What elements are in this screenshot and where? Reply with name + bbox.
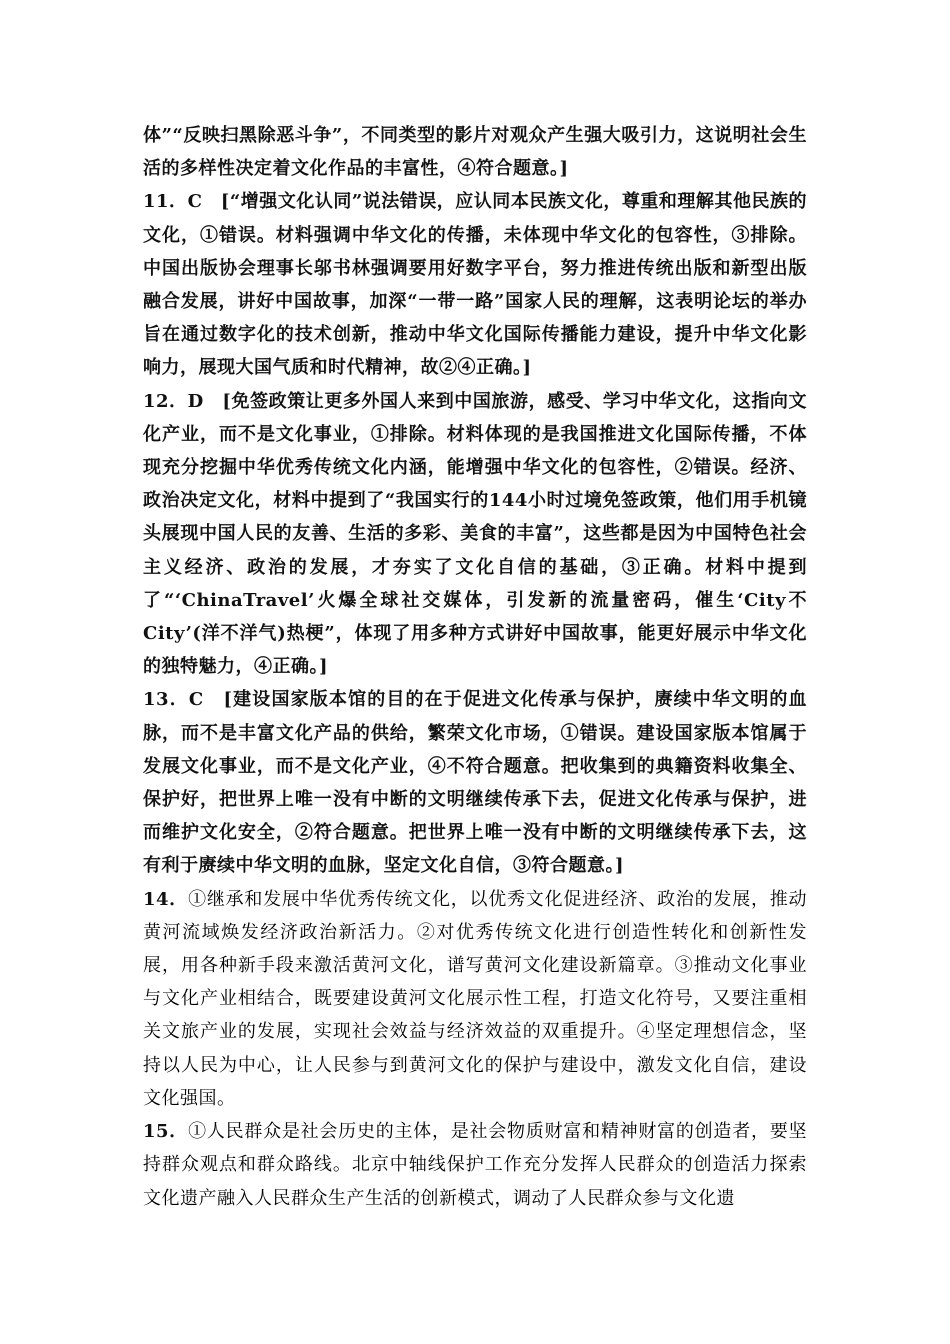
answer-14 (143, 883, 807, 1115)
answer-15-number: 15． (143, 1121, 189, 1143)
answer-12: 12．D [免签政策让更多外国人来到中国旅游，感受、学习中华文化，这指向文化产业，而不是文化事业，①排除。材料体现的是我国推进文化国际传播，不体现充分挖掘中华优秀传统文化内涵，能增强中华文化的包容性，②错误。经济、政治决定文化，材料中提到了“我国实行的144小时过境免签政策，他们用手机镜头展现中国人民的友善、生活的多彩、美食的丰富”，这些都是因为中国特色社会主义经济、政治的发展，才夯实了文化自信的基础，③正确。材料中提到了“‘ChinaTravel’火爆全球社交媒体，引发新的流量密码，催生‘City不City’(洋不洋气)热梗”，体现了用多种方式讲好中国故事，能更好展示中华文化的独特魅力，④正确。] (143, 390, 807, 678)
answer-14-number: 14． (143, 888, 189, 910)
answer-11: 11．C [“增强文化认同”说法错误，应认同本民族文化，尊重和理解其他民族的文化，①错误。材料强调中华文化的传播，未体现中华文化的包容性，③排除。中国出版协会理事长邬书林强调要用好数字平台，努力推进传统出版和新型出版融合发展，讲好中国故事，加深“一带一路”国家人民的理解，这表明论坛的举办旨在通过数字化的技术创新，推动中华文化国际传播能力建设，提升中华文化影响力，展现大国气质和时代精神，故②④正确。] (143, 191, 807, 379)
continuation-paragraph: 体”“反映扫黑除恶斗争”，不同类型的影片对观众产生强大吸引力，这说明社会生活的多样性决定着文化作品的丰富性，④符合题意。] (143, 125, 807, 180)
answer-13: 13．C [建设国家版本馆的目的在于促进文化传承与保护，赓续中华文明的血脉，而不是丰富文化产品的供给，繁荣文化市场，①错误。建设国家版本馆属于发展文化事业，而不是文化产业，④不符合题意。把收集到的典籍资料收集全、保护好，把世界上唯一没有中断的文明继续传承下去，促进文化传承与保护，进而维护文化安全，②符合题意。把世界上唯一没有中断的文明继续传承下去，这有利于赓续中华文明的血脉，坚定文化自信，③符合题意。] (143, 689, 807, 877)
answer-15-text: ①人民群众是社会历史的主体，是社会物质财富和精神财富的创造者，要坚持群众观点和群众路线。北京中轴线保护工作充分发挥人民群众的创造活力探索文化遗产融入人民群众生产生活的创新模式，调动了人民群众参与文化遗 (143, 1121, 807, 1209)
answer-14-text: ①继承和发展中华优秀传统文化，以优秀文化促进经济、政治的发展，推动黄河流域焕发经济政治新活力。②对优秀传统文化进行创造性转化和创新性发展，用各种新手段来激活黄河文化，谱写黄河文化建设新篇章。③推动文化事业与文化产业相结合，既要建设黄河文化展示性工程，打造文化符号，又要注重相关文旅产业的发展，实现社会效益与经济效益的双重提升。④坚定理想信念，坚持以人民为中心，让人民参与到黄河文化的保护与建设中，激发文化自信，建设文化强国。 (143, 888, 807, 1109)
answer-page (143, 119, 807, 1215)
answer-15 (143, 1115, 807, 1215)
